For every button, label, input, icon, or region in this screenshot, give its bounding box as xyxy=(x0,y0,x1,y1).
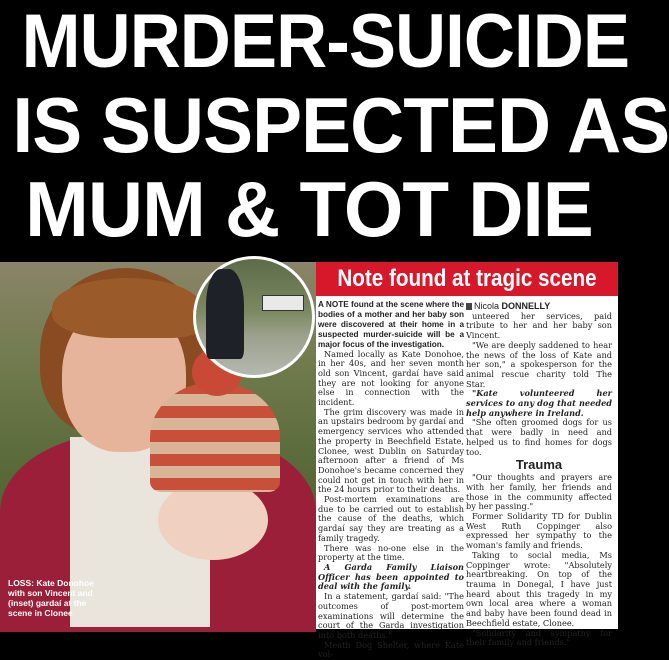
paragraph: Post-mortem examinations are due to be carried out to establish the cause of the deaths, which gardaí say they are treating as a family tragedy. xyxy=(318,494,464,543)
paragraph: The grim discovery was made in an upstairs bedroom by gardaí and emergency services who attended the property in Beechfield Estate, Clonee, west Dublin on Saturday afternoon after a friend of Ms Donohoe's became concerned they could not get in touch with her in the 24 hours prior to their deaths. xyxy=(318,406,464,495)
paragraph-italic: "Kate volunteered her services to any dog that needed help anywhere in Ireland. xyxy=(466,388,612,418)
headline-line-3: MUM & TOT DIE xyxy=(25,165,593,253)
paragraph: Named locally as Kate Donohoe, in her 40s, and her seven month old son Vincent, gardaí have said they are not looking for anyone else in connection with the incident. xyxy=(318,348,464,408)
byline-last-name: DONNELLY xyxy=(501,301,551,311)
paragraph: "She often groomed dogs for us that were badly in need and helped us to find homes for dogs too. xyxy=(466,417,612,457)
paragraph: "Solidarity and sympathy for their family and friends." xyxy=(466,627,612,648)
article-column-1 xyxy=(318,300,464,660)
inset-photo xyxy=(193,256,315,378)
paragraph: "We are deeply saddened to hear the news of the loss of Kate and her son," a spokesperson for the animal rescue charity told The Star. xyxy=(466,339,612,389)
paragraph: Former Solidarity TD for Dublin West Ruth Coppinger also expressed her sympathy to the woman's family and friends. xyxy=(466,511,612,551)
subhead-text: Note found at tragic scene xyxy=(337,265,597,292)
inset-garda-figure xyxy=(206,269,244,359)
paragraph: In a statement, gardaí said: "The outcomes of post-mortem examinations will determine the court of the Garda investigation into both deaths." xyxy=(318,591,464,640)
paragraph: Meath Dog Shelter, where Kate vol- xyxy=(318,639,464,660)
crosshead: Trauma xyxy=(515,457,563,473)
inset-estate-sign xyxy=(262,295,304,311)
photo-striped-beanie xyxy=(150,382,280,492)
headline-block xyxy=(0,0,669,262)
headline-line-1: MURDER-SUICIDE xyxy=(21,0,630,84)
paragraph: There was no-one else in the property at the time. xyxy=(318,542,464,563)
photo-baby xyxy=(158,480,268,560)
paragraph: unteered her services, paid tribute to her and her baby son Vincent. xyxy=(466,310,612,341)
photo-caption: LOSS: Kate Donohoe with son Vincent and (inset) gardaí at the scene in Clonee xyxy=(8,578,94,618)
subhead-banner xyxy=(316,262,618,296)
byline-first-name: Nicola xyxy=(474,301,500,311)
paragraph: Taking to social media, Ms Coppinger wrote: "Absolutely heartbreaking. On top of the trauma in Donegal, I have just heard about this tragedy in my own local area where a woman and baby have been found dead in Beechfield estate, Clonee. xyxy=(466,549,612,628)
article-lead: A NOTE found at the scene where the bodies of a mother and her baby son were discovered at their home in a suspected murder-suicide will be a major focus of the investigation. xyxy=(318,300,464,349)
paragraph-italic: A Garda Family Liaison Officer has been appointed to deal with the family. xyxy=(318,562,464,592)
photo-fringe xyxy=(52,278,202,338)
headline-line-2: IS SUSPECTED AS xyxy=(12,81,669,169)
paragraph: "Our thoughts and prayers are with her family, her friends and those in the community affected by her passing." xyxy=(466,472,612,512)
byline-marker xyxy=(466,303,472,310)
article-column-2 xyxy=(466,302,612,648)
